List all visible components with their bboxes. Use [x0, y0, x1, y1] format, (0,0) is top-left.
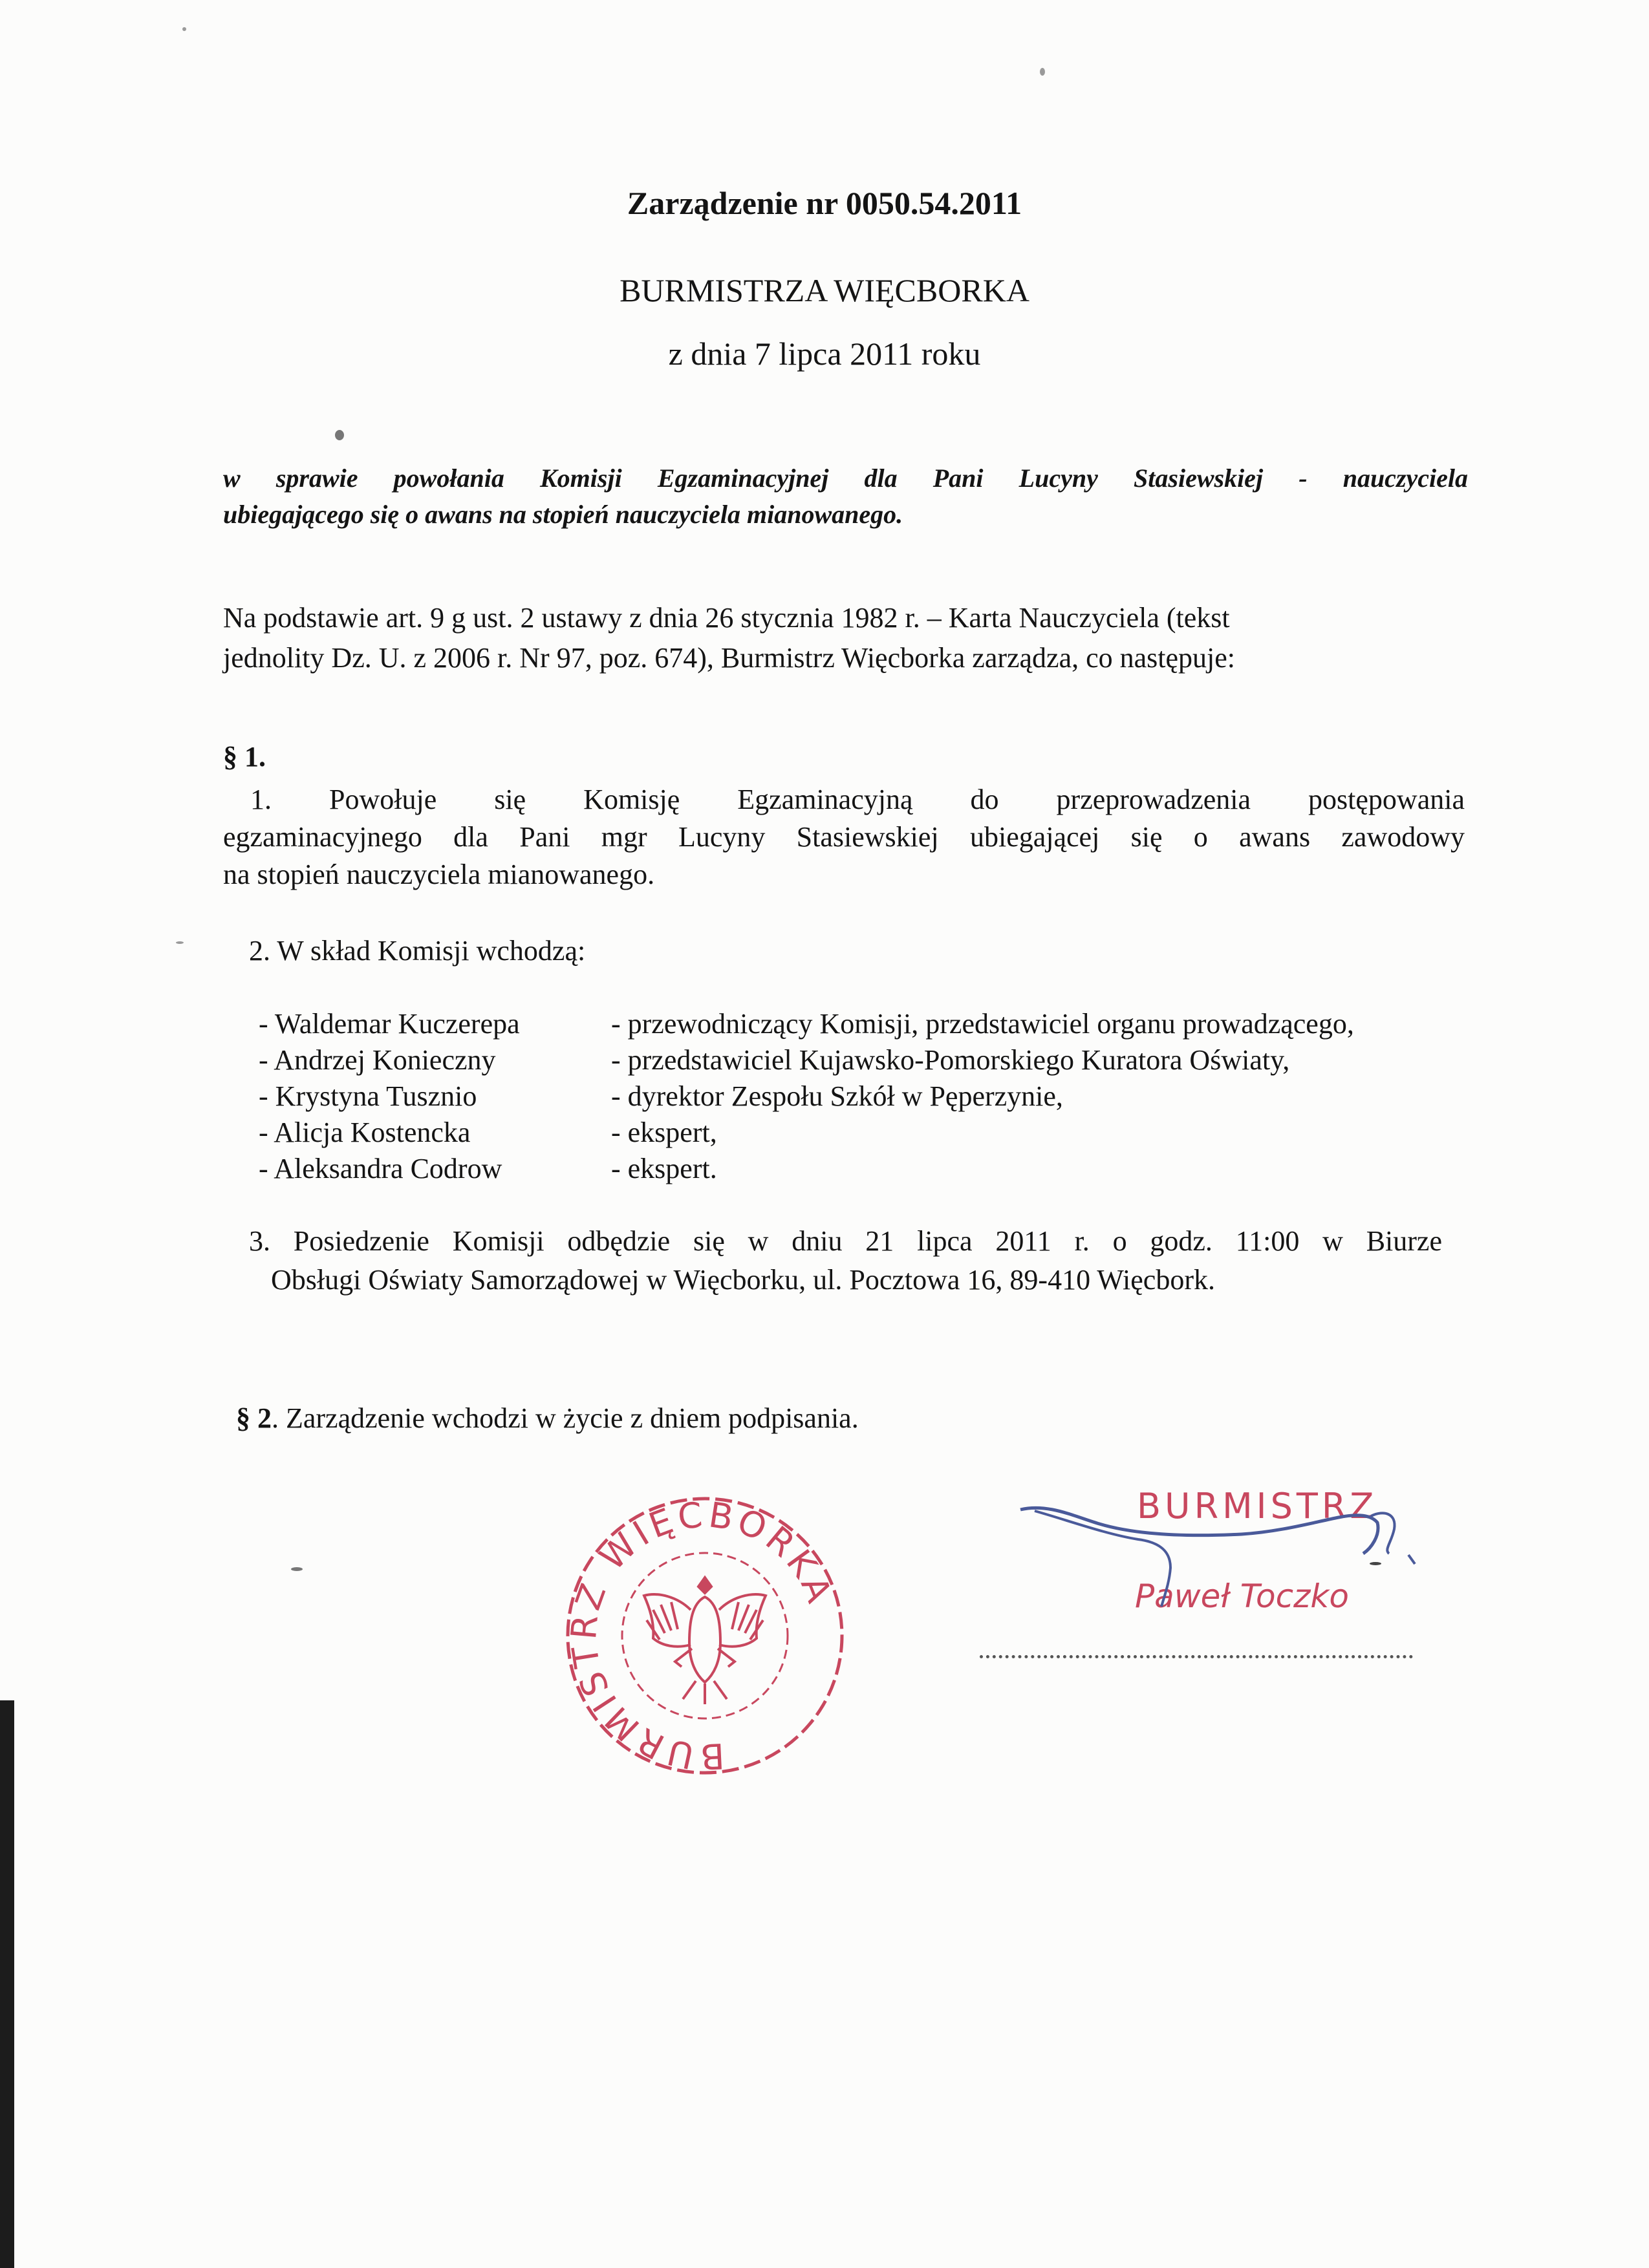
legal-basis: [223, 598, 1445, 678]
point-line: 1. Powołuje się Komisję Egzaminacyjną do przeprowadzenia postępowania: [250, 784, 1465, 815]
scan-speck: [335, 430, 344, 440]
handwritten-signature: [1009, 1477, 1436, 1652]
member-role: - przedstawiciel Kujawsko-Pomorskiego Kuratora Oświaty,: [611, 1044, 1290, 1076]
section-1-point-1: [223, 781, 1465, 893]
section-1-heading: § 1.: [223, 741, 266, 773]
section-1-point-2: 2. W skład Komisji wchodzą:: [249, 935, 586, 967]
section-2: [236, 1402, 859, 1435]
member-name: - Waldemar Kuczerepa: [259, 1008, 520, 1040]
point-line: 3. Posiedzenie Komisji odbędzie się w dniu 21 lipca 2011 r. o godz. 11:00 w Biurze: [249, 1225, 1442, 1257]
scan-speck: [176, 941, 184, 944]
point-line: na stopień nauczyciela mianowanego.: [223, 859, 655, 890]
scan-edge: [0, 1700, 14, 2268]
issuing-authority: BURMISTRZA WIĘCBORKA: [620, 272, 1029, 308]
scan-speck: [1040, 68, 1045, 76]
member-role: - ekspert.: [611, 1153, 717, 1184]
signature-line: [980, 1655, 1413, 1658]
subject-line: w sprawie powołania Komisji Egzaminacyjnej dla Pani Lucyny Stasiewskiej - nauczyciela: [223, 464, 1468, 493]
document-date: z dnia 7 lipca 2011 roku: [668, 336, 981, 372]
subject-line: ubiegającego się o awans na stopień nauczyciela mianowanego.: [223, 500, 903, 529]
signature-stamp-name: Paweł Toczko: [1135, 1578, 1349, 1615]
list-item: [259, 1151, 1354, 1187]
member-role: - przewodniczący Komisji, przedstawiciel organu prowadzącego,: [611, 1008, 1354, 1040]
commission-members-list: [259, 1006, 1354, 1187]
eagle-emblem-icon: [644, 1578, 766, 1704]
document-subject: [223, 460, 1468, 533]
list-item: [259, 1115, 1354, 1151]
section-2-heading: § 2: [236, 1402, 272, 1434]
member-name: - Krystyna Tusznio: [259, 1080, 477, 1112]
list-item: [259, 1006, 1354, 1042]
document-title: Zarządzenie nr 0050.54.2011: [627, 185, 1022, 221]
point-line: Obsługi Oświaty Samorządowej w Więcborku, ul. Pocztowa 16, 89-410 Więcbork.: [271, 1264, 1215, 1296]
member-name: - Alicja Kostencka: [259, 1117, 471, 1148]
list-item: [259, 1078, 1354, 1115]
legal-basis-line: Na podstawie art. 9 g ust. 2 ustawy z dnia 26 stycznia 1982 r. – Karta Nauczyciela (tekst: [223, 602, 1230, 634]
member-role: - dyrektor Zespołu Szkół w Pęperzynie,: [611, 1080, 1063, 1112]
section-1-point-3: [249, 1222, 1442, 1300]
scan-speck: [291, 1567, 303, 1571]
seal-text: BURMISTRZ WIĘCBORKA: [563, 1493, 841, 1777]
scan-speck: [182, 27, 186, 31]
official-seal: [563, 1493, 847, 1778]
point-line: egzaminacyjnego dla Pani mgr Lucyny Stasiewskiej ubiegającej się o awans zawodowy: [223, 821, 1465, 853]
member-name: - Andrzej Konieczny: [259, 1044, 496, 1076]
list-item: [259, 1042, 1354, 1078]
member-role: - ekspert,: [611, 1117, 717, 1148]
legal-basis-line: jednolity Dz. U. z 2006 r. Nr 97, poz. 674), Burmistrz Więcborka zarządza, co następuje:: [223, 642, 1236, 674]
signature-stamp-title: BURMISTRZ: [1137, 1486, 1378, 1526]
member-name: - Aleksandra Codrow: [259, 1153, 502, 1184]
section-2-text: . Zarządzenie wchodzi w życie z dniem podpisania.: [272, 1402, 859, 1434]
